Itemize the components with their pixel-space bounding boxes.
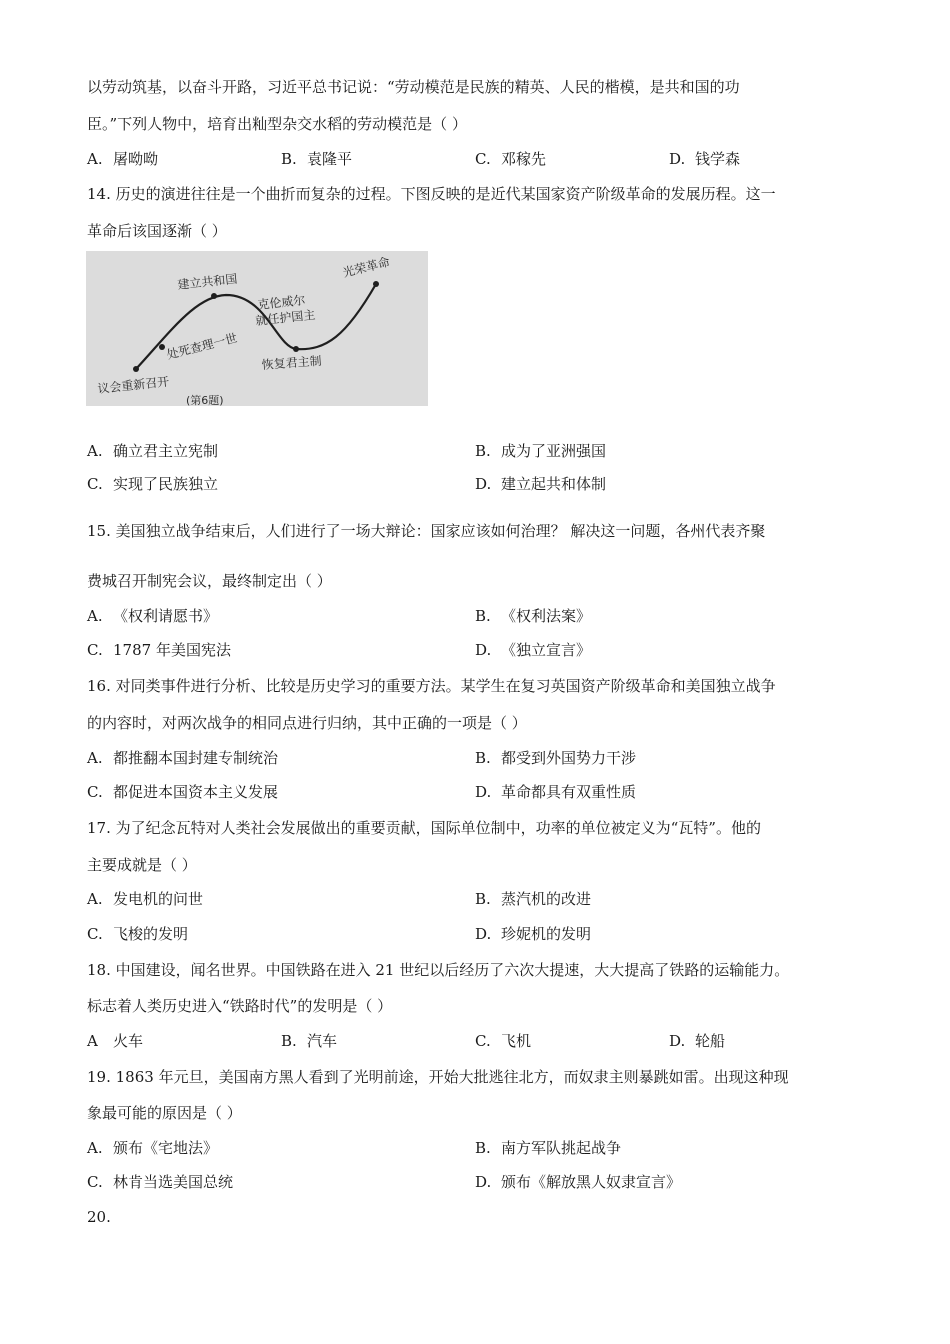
option-key: A. bbox=[87, 1139, 103, 1157]
q16-option-d[interactable] bbox=[475, 782, 636, 802]
option-key: B. bbox=[475, 890, 491, 908]
curve-point bbox=[373, 281, 379, 287]
option-key: B. bbox=[475, 749, 491, 767]
q19-option-c[interactable] bbox=[87, 1172, 233, 1192]
option-text: 邓稼先 bbox=[501, 150, 547, 168]
option-key: C. bbox=[87, 641, 103, 659]
option-key: B. bbox=[281, 150, 297, 168]
q15-option-c[interactable] bbox=[87, 640, 231, 660]
option-key: A. bbox=[87, 607, 103, 625]
label-republic: 建立共和国 bbox=[176, 271, 239, 292]
q18-option-b[interactable] bbox=[281, 1031, 337, 1051]
q17-option-d[interactable] bbox=[475, 924, 591, 944]
q13-stem-line-2: 臣。”下列人物中，培育出籼型杂交水稻的劳动模范是（ ） bbox=[87, 115, 467, 133]
curve-point bbox=[293, 346, 299, 352]
q13-stem-line-1: 以劳动筑基，以奋斗开路，习近平总书记说：“劳动模范是民族的精英、人民的楷模，是共和国的功 bbox=[87, 78, 740, 96]
option-text: 都受到外国势力干涉 bbox=[501, 749, 637, 767]
q18-option-a[interactable] bbox=[87, 1031, 143, 1051]
option-key: B. bbox=[475, 442, 491, 460]
curve-point bbox=[211, 293, 217, 299]
option-key: A bbox=[87, 1032, 98, 1050]
option-key: D. bbox=[475, 475, 492, 493]
option-text: 袁隆平 bbox=[307, 150, 353, 168]
q13-option-b[interactable] bbox=[281, 149, 352, 169]
q19-option-b[interactable] bbox=[475, 1138, 621, 1158]
option-text: 革命都具有双重性质 bbox=[501, 783, 637, 801]
option-key: C. bbox=[87, 783, 103, 801]
q13-option-c[interactable] bbox=[475, 149, 546, 169]
option-text: 建立起共和体制 bbox=[501, 475, 607, 493]
option-text: 珍妮机的发明 bbox=[501, 925, 592, 943]
label-cromwell: 克伦威尔 bbox=[256, 293, 307, 312]
option-key: B. bbox=[475, 607, 491, 625]
label-parliament: 议会重新召开 bbox=[96, 374, 170, 396]
q15-stem-line-2: 费城召开制宪会议，最终制定出（ ） bbox=[87, 572, 332, 590]
q14-stem-line-1: 14. 历史的演进往往是一个曲折而复杂的过程。下图反映的是近代某国家资产阶级革命的发展历程。这一 bbox=[87, 185, 776, 203]
q18-stem-line-1: 18. 中国建设，闻名世界。中国铁路在进入 21 世纪以后经历了六次大提速，大大提高了铁路的运输能力。 bbox=[87, 961, 790, 979]
q14-option-c[interactable] bbox=[87, 474, 218, 494]
revolution-curve-svg bbox=[86, 251, 428, 406]
option-text: 飞机 bbox=[501, 1032, 532, 1050]
q13-option-a[interactable] bbox=[87, 149, 158, 169]
option-key: A. bbox=[87, 150, 103, 168]
q20-number: 20. bbox=[87, 1208, 111, 1226]
option-text: 南方军队挑起战争 bbox=[501, 1139, 622, 1157]
q16-option-c[interactable] bbox=[87, 782, 278, 802]
q15-option-a[interactable] bbox=[87, 606, 218, 626]
option-key: D. bbox=[475, 1173, 492, 1191]
q14-option-d[interactable] bbox=[475, 474, 606, 494]
option-key: D. bbox=[669, 1032, 686, 1050]
q19-stem-line-2: 象最可能的原因是（ ） bbox=[87, 1104, 242, 1122]
option-text: 轮船 bbox=[695, 1032, 726, 1050]
q14-stem-line-2: 革命后该国逐渐（ ） bbox=[87, 222, 227, 240]
q17-option-c[interactable] bbox=[87, 924, 188, 944]
option-text: 颁布《宅地法》 bbox=[113, 1139, 219, 1157]
option-key: C. bbox=[87, 475, 103, 493]
q19-option-d[interactable] bbox=[475, 1172, 681, 1192]
option-text: 1787 年美国宪法 bbox=[113, 641, 231, 659]
option-key: C. bbox=[475, 1032, 491, 1050]
option-key: B. bbox=[281, 1032, 297, 1050]
option-text: 发电机的问世 bbox=[113, 890, 204, 908]
label-lord-protector: 就任护国主 bbox=[254, 307, 317, 328]
q16-option-b[interactable] bbox=[475, 748, 636, 768]
option-text: 汽车 bbox=[307, 1032, 338, 1050]
q15-option-d[interactable] bbox=[475, 640, 591, 660]
option-text: 屠呦呦 bbox=[113, 150, 159, 168]
label-restoration: 恢复君主制 bbox=[261, 353, 323, 372]
q14-option-a[interactable] bbox=[87, 441, 218, 461]
option-key: C. bbox=[87, 1173, 103, 1191]
label-execution: 处死查理一世 bbox=[165, 330, 239, 362]
option-text: 都促进本国资本主义发展 bbox=[113, 783, 279, 801]
option-key: B. bbox=[475, 1139, 491, 1157]
option-key: C. bbox=[87, 925, 103, 943]
option-text: 《独立宣言》 bbox=[501, 641, 592, 659]
caption-fragment: (第6题) bbox=[186, 394, 224, 406]
option-text: 颁布《解放黑人奴隶宣言》 bbox=[501, 1173, 682, 1191]
q16-option-a[interactable] bbox=[87, 748, 278, 768]
q19-stem-line-1: 19. 1863 年元旦，美国南方黑人看到了光明前途，开始大批逃往北方，而奴隶主则暴跳如雷。出现这种现 bbox=[87, 1068, 789, 1086]
option-text: 确立君主立宪制 bbox=[113, 442, 219, 460]
option-key: A. bbox=[87, 890, 103, 908]
q18-option-c[interactable] bbox=[475, 1031, 531, 1051]
curve-point bbox=[133, 366, 139, 372]
option-text: 蒸汽机的改进 bbox=[501, 890, 592, 908]
option-text: 《权利法案》 bbox=[501, 607, 592, 625]
q14-option-b[interactable] bbox=[475, 441, 606, 461]
option-text: 钱学森 bbox=[695, 150, 741, 168]
option-key: D. bbox=[669, 150, 686, 168]
q17-stem-line-1: 17. 为了纪念瓦特对人类社会发展做出的重要贡献，国际单位制中，功率的单位被定义为“瓦特”。他的 bbox=[87, 819, 761, 837]
q19-option-a[interactable] bbox=[87, 1138, 218, 1158]
option-text: 林肯当选美国总统 bbox=[113, 1173, 234, 1191]
option-key: D. bbox=[475, 641, 492, 659]
option-text: 火车 bbox=[113, 1032, 144, 1050]
q15-option-b[interactable] bbox=[475, 606, 591, 626]
label-glorious-revolution: 光荣革命 bbox=[341, 254, 392, 280]
option-key: A. bbox=[87, 442, 103, 460]
q17-option-a[interactable] bbox=[87, 889, 203, 909]
q18-stem-line-2: 标志着人类历史进入“铁路时代”的发明是（ ） bbox=[87, 997, 393, 1015]
option-key: C. bbox=[475, 150, 491, 168]
revolution-curve-figure bbox=[86, 251, 428, 406]
option-key: D. bbox=[475, 783, 492, 801]
option-key: D. bbox=[475, 925, 492, 943]
option-key: A. bbox=[87, 749, 103, 767]
q16-stem-line-2: 的内容时，对两次战争的相同点进行归纳，其中正确的一项是（ ） bbox=[87, 714, 527, 732]
option-text: 《权利请愿书》 bbox=[113, 607, 219, 625]
option-text: 实现了民族独立 bbox=[113, 475, 219, 493]
option-text: 成为了亚洲强国 bbox=[501, 442, 607, 460]
q16-stem-line-1: 16. 对同类事件进行分析、比较是历史学习的重要方法。某学生在复习英国资产阶级革命和美国独立战争 bbox=[87, 677, 776, 695]
q15-stem-line-1: 15. 美国独立战争结束后，人们进行了一场大辩论：国家应该如何治理？ 解决这一问题，各州代表齐聚 bbox=[87, 522, 766, 540]
q18-option-d[interactable] bbox=[669, 1031, 725, 1051]
curve-point bbox=[159, 344, 165, 350]
option-text: 飞梭的发明 bbox=[113, 925, 189, 943]
q13-option-d[interactable] bbox=[669, 149, 740, 169]
q17-option-b[interactable] bbox=[475, 889, 591, 909]
option-text: 都推翻本国封建专制统治 bbox=[113, 749, 279, 767]
q17-stem-line-2: 主要成就是（ ） bbox=[87, 856, 197, 874]
